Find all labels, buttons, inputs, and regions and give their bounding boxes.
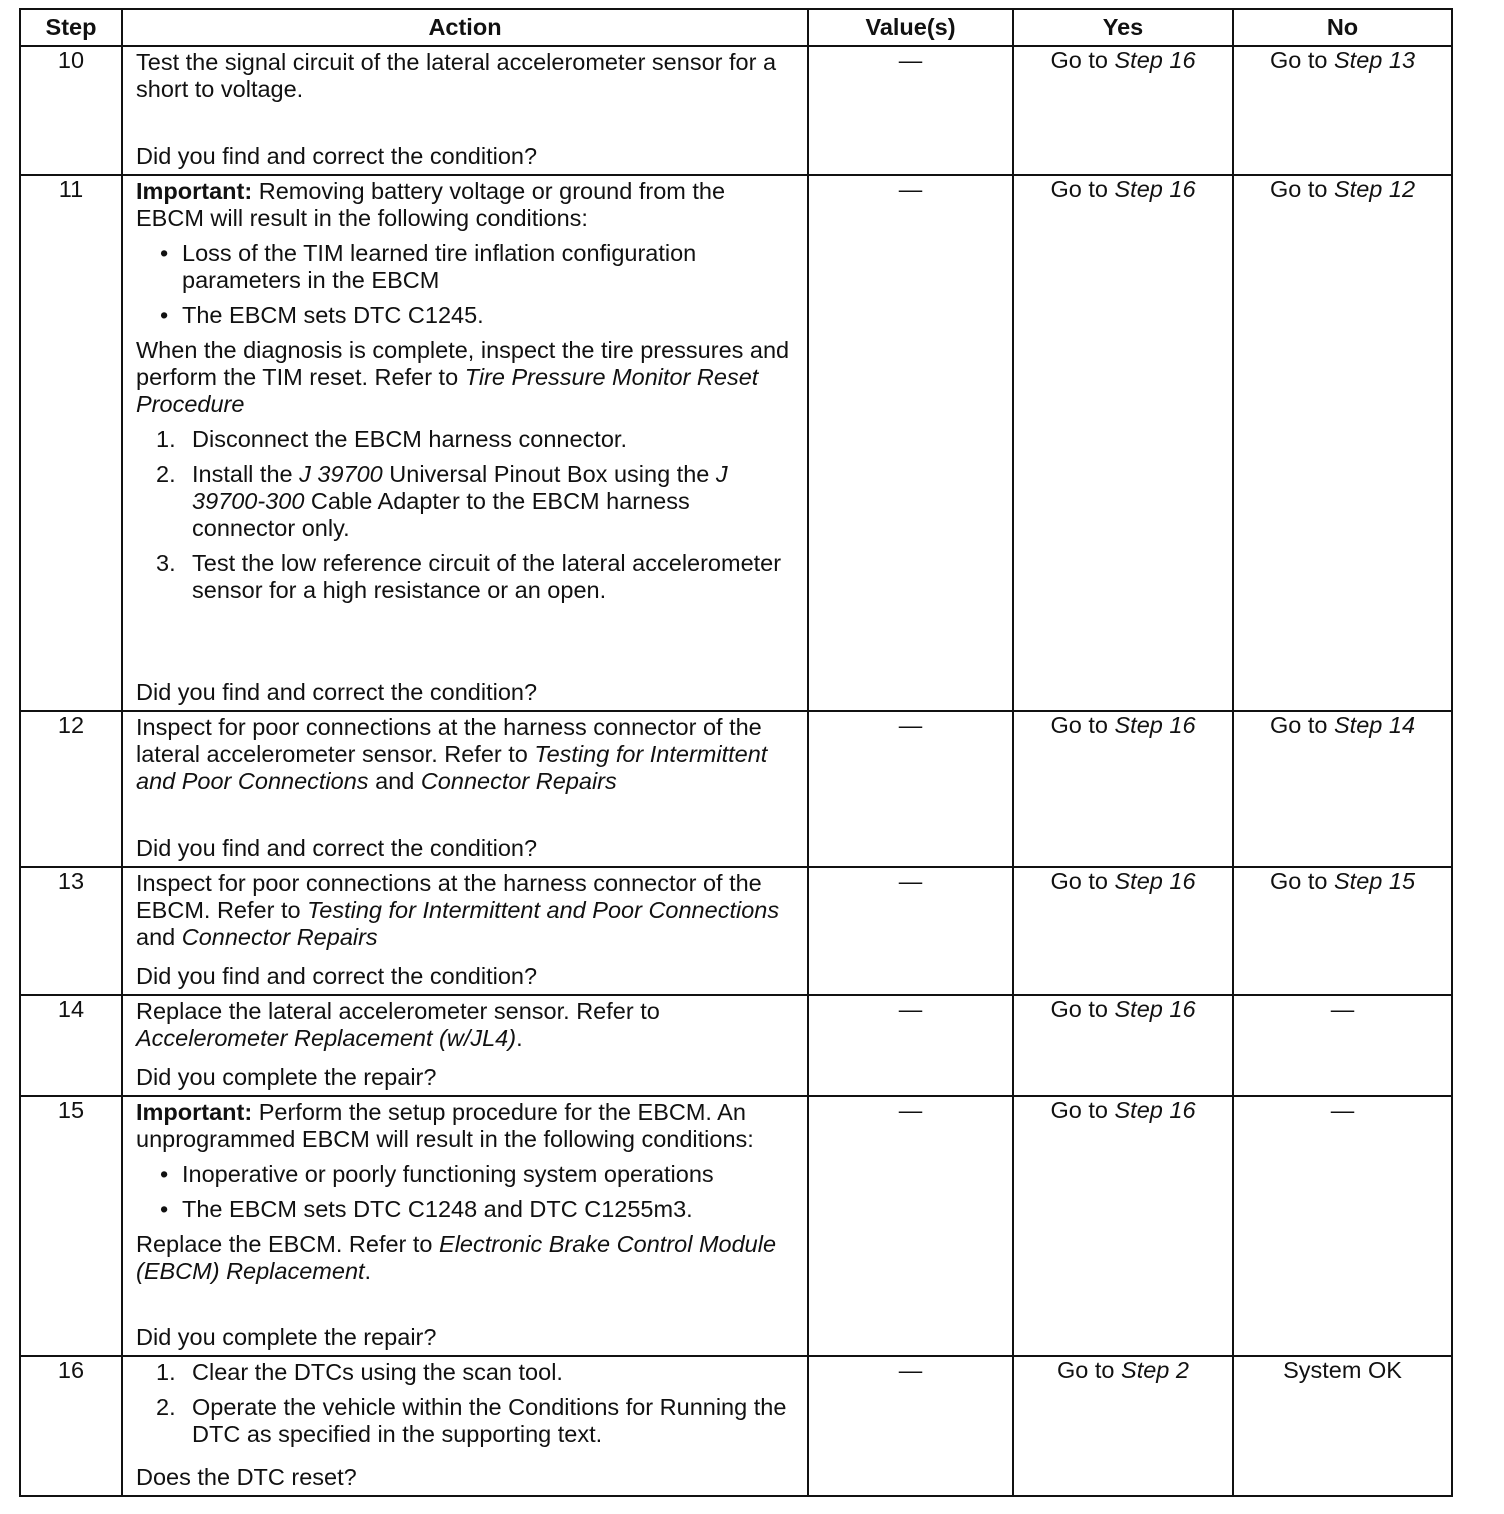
action-cell — [122, 995, 808, 1096]
action-text: Test the signal circuit of the lateral accelerometer sensor for a short to voltage. — [136, 49, 777, 102]
no-step-link[interactable]: Step 15 — [1334, 868, 1416, 894]
important-note: Important: Removing battery voltage or ground from the EBCM will result in the following conditions: — [136, 178, 726, 231]
go-to-label: Go to — [1269, 868, 1328, 894]
action-text: Replace the lateral accelerometer sensor. Refer to Accelerometer Replacement (w/JL4). — [136, 998, 660, 1051]
procedure-link[interactable]: Tire Pressure Monitor Reset Procedure — [136, 364, 759, 417]
action-cell — [122, 1096, 808, 1356]
go-to-label: Go to — [1269, 176, 1328, 202]
list-item: 1. Disconnect the EBCM harness connector. — [156, 426, 627, 452]
go-to-label: Go to — [1057, 1357, 1115, 1383]
header-action: Action — [122, 9, 808, 46]
header-yes: Yes — [1013, 9, 1233, 46]
header-no: No — [1233, 9, 1452, 46]
value-cell: — — [808, 867, 1013, 995]
yes-step-link[interactable]: Step 16 — [1114, 1097, 1196, 1123]
step-number: 11 — [20, 175, 122, 711]
action-text: Inspect for poor connections at the harness connector of the EBCM. Refer to Testing for Intermittent and Poor Connections and Connector Repairs — [136, 870, 780, 950]
action-question: Did you complete the repair? — [136, 1324, 437, 1350]
no-step-link[interactable]: Step 13 — [1334, 47, 1416, 73]
action-question: Did you find and correct the condition? — [136, 679, 538, 705]
procedure-link[interactable]: Connector Repairs — [181, 924, 378, 950]
yes-cell — [1013, 995, 1233, 1096]
step-number: 15 — [20, 1096, 122, 1356]
no-cell: System OK — [1233, 1356, 1452, 1496]
procedure-link[interactable]: Testing for Intermittent and Poor Connections — [136, 741, 768, 794]
procedure-link[interactable]: Electronic Brake Control Module (EBCM) Replacement — [136, 1231, 777, 1284]
go-to-label: Go to — [1050, 1097, 1108, 1123]
important-note: Important: Perform the setup procedure for the EBCM. An unprogrammed EBCM will result in the following conditions: — [136, 1099, 754, 1152]
value-cell: — — [808, 1356, 1013, 1496]
step-number: 13 — [20, 867, 122, 995]
action-question: Did you complete the repair? — [136, 1064, 437, 1090]
table-row — [20, 867, 1452, 995]
yes-cell — [1013, 1356, 1233, 1496]
tool-name: J 39700 — [299, 461, 383, 487]
yes-step-link[interactable]: Step 16 — [1114, 868, 1196, 894]
go-to-label: Go to — [1050, 712, 1108, 738]
list-item: 2. Operate the vehicle within the Conditions for Running the DTC as specified in the supporting text. — [156, 1394, 787, 1447]
yes-step-link[interactable]: Step 16 — [1114, 47, 1196, 73]
no-cell: — — [1233, 1096, 1452, 1356]
yes-step-link[interactable]: Step 16 — [1114, 712, 1196, 738]
no-cell — [1233, 46, 1452, 175]
list-item: 1. Clear the DTCs using the scan tool. — [156, 1359, 563, 1385]
header-values: Value(s) — [808, 9, 1013, 46]
condition-list — [136, 1161, 793, 1223]
go-to-label: Go to — [1050, 176, 1108, 202]
action-cell — [122, 175, 808, 711]
value-cell: — — [808, 995, 1013, 1096]
action-cell — [122, 867, 808, 995]
list-item: • The EBCM sets DTC C1248 and DTC C1255m3. — [158, 1196, 793, 1223]
list-item: 2. Install the J 39700 Universal Pinout Box using the J 39700-300 Cable Adapter to the EBCM harness connector only. — [156, 461, 728, 541]
go-to-label: Go to — [1269, 47, 1328, 73]
yes-cell — [1013, 46, 1233, 175]
list-item: • Loss of the TIM learned tire inflation configuration parameters in the EBCM — [158, 240, 793, 294]
action-question: Did you find and correct the condition? — [136, 963, 538, 989]
list-item: 3. Test the low reference circuit of the lateral accelerometer sensor for a high resistance or an open. — [156, 550, 782, 603]
action-text: When the diagnosis is complete, inspect the tire pressures and perform the TIM reset. Refer to Tire Pressure Monitor Reset Procedure — [136, 337, 790, 417]
procedure-link[interactable]: Connector Repairs — [420, 768, 617, 794]
step-number: 16 — [20, 1356, 122, 1496]
value-cell: — — [808, 175, 1013, 711]
action-question: Did you find and correct the condition? — [136, 835, 538, 861]
diagnostic-table — [19, 8, 1453, 1497]
table-row — [20, 1096, 1452, 1356]
action-cell — [122, 1356, 808, 1496]
no-step-link[interactable]: Step 12 — [1334, 176, 1416, 202]
yes-cell — [1013, 867, 1233, 995]
step-list — [136, 426, 793, 604]
go-to-label: Go to — [1050, 47, 1108, 73]
action-cell — [122, 711, 808, 867]
no-cell: — — [1233, 995, 1452, 1096]
value-cell: — — [808, 46, 1013, 175]
action-cell — [122, 46, 808, 175]
step-number: 14 — [20, 995, 122, 1096]
list-item: • The EBCM sets DTC C1245. — [158, 302, 793, 329]
value-cell: — — [808, 1096, 1013, 1356]
yes-step-link[interactable]: Step 16 — [1114, 176, 1196, 202]
header-row — [20, 9, 1452, 46]
procedure-link[interactable]: Testing for Intermittent and Poor Connections — [307, 897, 780, 923]
yes-step-link[interactable]: Step 16 — [1114, 996, 1196, 1022]
table-row — [20, 175, 1452, 711]
action-question: Did you find and correct the condition? — [136, 143, 538, 169]
yes-cell — [1013, 711, 1233, 867]
action-question: Does the DTC reset? — [136, 1464, 357, 1490]
tool-name: J 39700-300 — [192, 461, 728, 514]
yes-cell — [1013, 175, 1233, 711]
action-text: Inspect for poor connections at the harness connector of the lateral accelerometer sensor. Refer to Testing for Intermittent and Poor Connections and Connector Repairs — [136, 714, 768, 794]
yes-cell — [1013, 1096, 1233, 1356]
yes-step-link[interactable]: Step 2 — [1121, 1357, 1189, 1383]
go-to-label: Go to — [1269, 712, 1328, 738]
condition-list — [136, 240, 793, 329]
table-row — [20, 995, 1452, 1096]
value-cell: — — [808, 711, 1013, 867]
table-row — [20, 46, 1452, 175]
step-list — [136, 1359, 793, 1456]
step-number: 10 — [20, 46, 122, 175]
no-cell — [1233, 711, 1452, 867]
table-row — [20, 711, 1452, 867]
important-label: Important: — [136, 178, 253, 204]
list-item: • Inoperative or poorly functioning system operations — [158, 1161, 793, 1188]
no-step-link[interactable]: Step 14 — [1334, 712, 1416, 738]
important-label: Important: — [136, 1099, 253, 1125]
go-to-label: Go to — [1050, 996, 1108, 1022]
step-number: 12 — [20, 711, 122, 867]
header-step: Step — [20, 9, 122, 46]
go-to-label: Go to — [1050, 868, 1108, 894]
no-cell — [1233, 867, 1452, 995]
table-row — [20, 1356, 1452, 1496]
action-text: Replace the EBCM. Refer to Electronic Brake Control Module (EBCM) Replacement. — [136, 1231, 777, 1284]
procedure-link[interactable]: Accelerometer Replacement (w/JL4) — [136, 1025, 517, 1051]
no-cell — [1233, 175, 1452, 711]
